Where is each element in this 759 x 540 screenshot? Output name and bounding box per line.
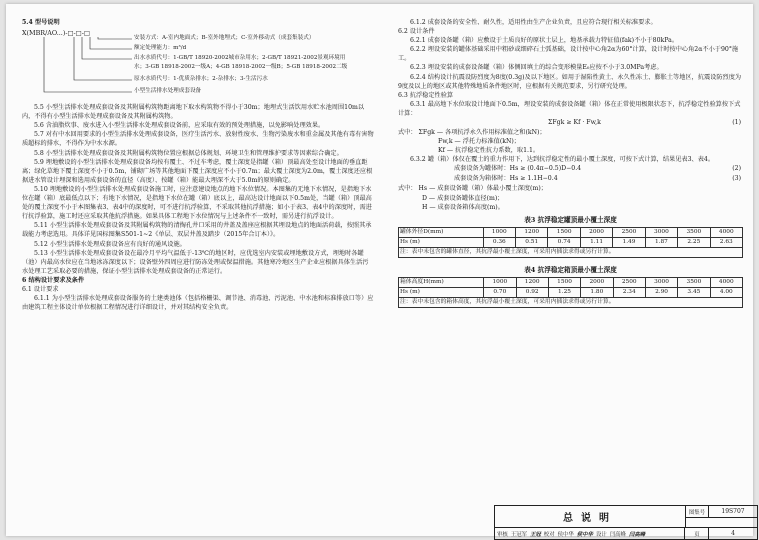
formula-1 [398, 118, 743, 128]
para-5-5: 5.5 小型生活排水处理成套设备及其附属构筑物距离地下取水构筑物不得小于30m；地埋式生活饮用水贮水池周围10m以内，不得有小型生活排水处理成套设备及其附属构筑物。 [22, 104, 365, 121]
para-5-11: 5.11 小型生活排水处理成套设备及其附属构筑物的清掏孔井口采用的井盖及盖座应根据其埋设地点的地面活荷载，按照其承载能力考虑选用。具体详见国标图集S501-1~2《单层、双层井盖及踏步（2015年合订本）》。 [22, 222, 372, 239]
table-row [399, 227, 743, 237]
where-1-item-2: Fw,k — 浮托力标准值(kN)； [438, 138, 520, 146]
para-6-2-3: 6.2.3 埋设安装的成套设备罐（箱）体侧回填土的综合变形模量E₀应按不小于3.0MPa考虑。 [410, 64, 663, 72]
heading-6-1: 6.1 设计要求 [22, 285, 59, 293]
table-cell: 1.25 [548, 288, 580, 298]
table-cell: 2500 [613, 278, 645, 288]
para-5-8: 5.8 小型生活排水处理成套设备及其附属构筑物位置应根据总体规划、环境卫生和管理维护要求等因素综合确定。 [34, 149, 343, 157]
table-cell: 4000 [710, 227, 742, 237]
table-cell: 3000 [645, 278, 677, 288]
checker-signature: 侯中华 [576, 531, 593, 538]
formula-1-expr: ΣFgk ≥ Kf · Fw,k [548, 119, 601, 127]
para-6-3-2: 6.3.2 罐（箱）体仅在覆土的重力作用下，达到抗浮稳定性的最小覆土深度，可按下式计算，结果见表3、表4。 [410, 156, 715, 164]
drawing-sheet [6, 4, 753, 536]
table-cell: 箱体高度H(mm) [399, 278, 484, 288]
table-cell: 1000 [484, 278, 516, 288]
table-cell: 0.74 [548, 237, 580, 247]
table-cell: 3000 [645, 227, 677, 237]
table4-title: 表4 抗浮稳定箱顶最小覆土深度 [524, 266, 617, 275]
where-1-item-1: ΣFgk — 各项抗浮永久作用标准值之和(kN)； [418, 129, 546, 137]
table-cell: 2000 [581, 278, 613, 288]
left-column [22, 18, 374, 312]
table-cell: 1200 [516, 278, 548, 288]
para-6-1-1: 6.1.1 为小型生活排水处理成套设备服务的土建类池体（包括格栅渠、调节池、消毒池、污泥池、中水池和标准排放口等）应由建筑工程主体设计单位根据工程情况进行详细设计，并对其结构安全负责。 [22, 295, 374, 312]
table-cell: 2.34 [613, 288, 645, 298]
formula-3-number: (3) [732, 175, 741, 183]
table-row [399, 247, 743, 257]
table-cell: 1500 [548, 227, 580, 237]
para-5-13: 5.13 小型生活排水处理成套设备设在最冷月平均气温低于-13℃的地区时，应优选室内安装或埋地敷设方式，埋地时各罐（池）内最高水位应在当地冰冻深度以下；设备壁外四周应进行防冻处理或保温措施。其他寒冷地区生产企业应根据具体生活污水处理工艺采取必要的措施，保证小型生活排水处理成套设备的正常运行。 [22, 249, 369, 275]
table-cell: 1.87 [645, 237, 677, 247]
para-5-7: 5.7 对有中水回用要求的小型生活排水处理成套设备，医疗生活污水、放射性废水、生物污染废水和重金属及其他有毒有害物质超标的排水，不得作为中水水源。 [22, 131, 374, 148]
table-cell: 3500 [678, 278, 710, 288]
para-6-1-2: 6.1.2 成套设备的安全性、耐久性，适用性由生产企业负责，且应符合现行相关标准要求。 [410, 19, 657, 26]
para-6-2-1: 6.2.1 成套设备罐（箱）应敷设于土质良好的原状土层上，地基承载力特征值(fak)不小于80kPa。 [410, 37, 679, 45]
heading-6-2: 6.2 设计条件 [398, 28, 435, 36]
model-def-effluent-cont: 水；3-GB 18918-2002一级A；4-GB 18918-2002一级B；5-GB 18918-2002二级 [134, 64, 348, 71]
designer-name: 闫高峰 [609, 531, 626, 538]
table-cell: 0.36 [483, 237, 515, 247]
where-2-item-2: D — 成套设备罐体直径(m)； [422, 194, 504, 202]
table-cell: 2500 [613, 227, 645, 237]
para-5-9: 5.9 埋地敷设的小型生活排水处理成套设备均按有覆土、不过车考虑，覆土深度是指罐（箱）顶最高处至设计地面的垂直距离；绿化草地下覆土深度不小于0.5m，铺砌广场等其他地面下覆土深度应不小于0.7m；最大覆土深度为2.0m，覆土深度还应根据进水管设计埋深和选用成套设备的直径（高度）、按罐（箱）能最大埋深不大于5.0m的原则确定。 [22, 158, 373, 184]
para-5-6: 5.6 含油脂炊事、废水进入小型生活排水处理成套设备前，应采取有效的预处理措施，以免影响处理效果。 [34, 122, 325, 130]
model-def-install: 安装方式：A-室内地面式；B-室外地埋式；C-室外移动式（成套集装式） [134, 35, 315, 42]
table4-note: 注：表中未包含的箱体高度，其抗浮最小覆土深度，可采用内插法求得或另行计算。 [399, 298, 743, 308]
table-row [399, 298, 743, 308]
table-row [399, 288, 743, 298]
para-5-10: 5.10 埋地敷设的小型生活排水处理成套设备施工时，应注意建设地点的地下水位情况。本图集的无地下水情况，是指地下水位在罐（箱）底最低点以下；有地下水情况，是指地下水位在罐（箱）底以上，最高达设计地面以下0.5m处，当罐（箱）顶最高处的覆土深度不小于本图集表3、表4中的深度时，可不进行抗浮验算，不采取其他抗浮措施；如小于表3、表4中的深度时，需进行抗浮验算，施工时还应采取其他抗浮措施。如果具体工程地下水位情况与上述条件不一致时，需另进行抗浮设计。 [22, 185, 372, 221]
review-label: 审核 [497, 531, 508, 538]
formula-2 [398, 164, 743, 174]
reviewer-signature: 王冠 [529, 531, 541, 538]
formula-1-number: (1) [732, 119, 741, 127]
formula-2-number: (2) [732, 165, 741, 173]
where-label-2: 式中： [398, 185, 417, 193]
sign-row [495, 528, 685, 539]
formula-2-expr: 成套设备为罐体时：Hs ≥ (0.4π−0.5)D−0.4 [454, 165, 582, 173]
design-label: 设计 [595, 531, 607, 538]
where-label: 式中： [398, 129, 417, 137]
where-1-item-3: Kf — 抗浮稳定性抗力系数，取1.1。 [438, 147, 540, 155]
table3-note: 注：表中未包含的罐体直径，其抗浮最小覆土深度，可采用内插法求得或另行计算。 [399, 247, 743, 257]
model-def-influent: 原水水质代号：1-优质杂排水；2-杂排水；3-生活污水 [134, 76, 268, 83]
model-def-product: 小型生活排水处理成套设备 [134, 88, 202, 95]
where-block-1 [398, 128, 743, 137]
designer-signature: 闫高峰 [628, 531, 646, 538]
heading-5-4: 5.4 型号说明 [22, 19, 60, 26]
table-cell: 1200 [516, 227, 548, 237]
right-column [398, 18, 743, 308]
table-cell: 罐体外径D(mm) [399, 227, 484, 237]
table-row [399, 278, 743, 288]
para-6-2-2: 6.2.2 埋设安装的罐体基础采用中粗砂或细碎石土弧基础，设计按中心角2α为60°计算，设计时按中心角2α不小于90°施工。 [398, 46, 739, 63]
table3 [398, 227, 743, 258]
table-cell: Hs (m) [399, 237, 484, 247]
table-cell: Hs (m) [399, 288, 484, 298]
table-cell: 0.92 [516, 288, 548, 298]
table3-title: 表3 抗浮稳定罐顶最小覆土深度 [524, 215, 617, 224]
heading-6: 6 结构设计要求及条件 [22, 276, 85, 284]
page-label: 页 [686, 528, 709, 539]
formula-3 [398, 174, 743, 184]
model-leader-lines [22, 29, 142, 100]
table-cell: 4.00 [710, 288, 742, 298]
table4 [398, 277, 743, 308]
model-code: X(MBR/AO...)-□-□-□ [22, 29, 90, 38]
table-cell: 1.80 [581, 288, 613, 298]
atlas-label: 图集号 [686, 506, 709, 518]
table-cell: 2.25 [678, 237, 710, 247]
where-block-2 [398, 184, 743, 193]
sheet-title: 总说明 [495, 506, 686, 528]
table-cell: 4000 [710, 278, 742, 288]
table-cell: 2.63 [710, 237, 742, 247]
page-number: 4 [731, 530, 735, 537]
model-def-capacity: 额定处理能力：m³/d [134, 45, 187, 52]
title-block-spacer [686, 518, 757, 528]
table-cell: 0.51 [516, 237, 548, 247]
model-designation-diagram [22, 29, 374, 100]
table-cell: 1.11 [580, 237, 612, 247]
heading-6-3: 6.3 抗浮稳定性验算 [398, 91, 454, 99]
table-cell: 1500 [548, 278, 580, 288]
table-cell: 1000 [483, 227, 515, 237]
atlas-number: 19S707 [709, 506, 757, 518]
table-cell: 2000 [580, 227, 612, 237]
reviewer-name: 王冠军 [510, 531, 527, 538]
checker-name: 侯中华 [557, 531, 574, 538]
where-2-item-3: H — 成套设备箱体高度(m)。 [422, 203, 504, 211]
check-label: 校对 [543, 531, 555, 538]
title-block [494, 505, 758, 540]
table-cell: 3.45 [678, 288, 710, 298]
where-2-item-1: Hs — 成套设备罐（箱）体最小覆土深度(m)； [418, 185, 547, 193]
para-6-2-4: 6.2.4 结构设计抗震设防烈度为8度(0.3g)及以下地区。如用于湿陷性黄土、永久性冻土、膨胀土等地区，抗震设防烈度为9度及以上的地区或其他特殊地质条件地区时，应根据有关规范要求，另行研究处理。 [398, 73, 742, 90]
table-cell: 1.49 [613, 237, 645, 247]
model-def-effluent: 出水水质代号：1-GB/T 18920-2002城市杂用水；2-GB/T 18921-2002景观环境用 [134, 55, 346, 62]
table-cell: 0.70 [484, 288, 516, 298]
para-6-3-1: 6.3.1 最高地下水位取设计地面下0.5m，埋设安装的成套设备罐（箱）体在正常使用极限状态下，抗浮稳定性验算按下式计算： [398, 100, 741, 117]
table-cell: 2.90 [645, 288, 677, 298]
para-5-12: 5.12 小型生活排水处理成套设备应有良好的通风设施。 [34, 240, 186, 248]
formula-3-expr: 成套设备为箱体时：Hs ≥ 1.1H−0.4 [454, 175, 558, 183]
table-row [399, 237, 743, 247]
table-cell: 3500 [678, 227, 710, 237]
